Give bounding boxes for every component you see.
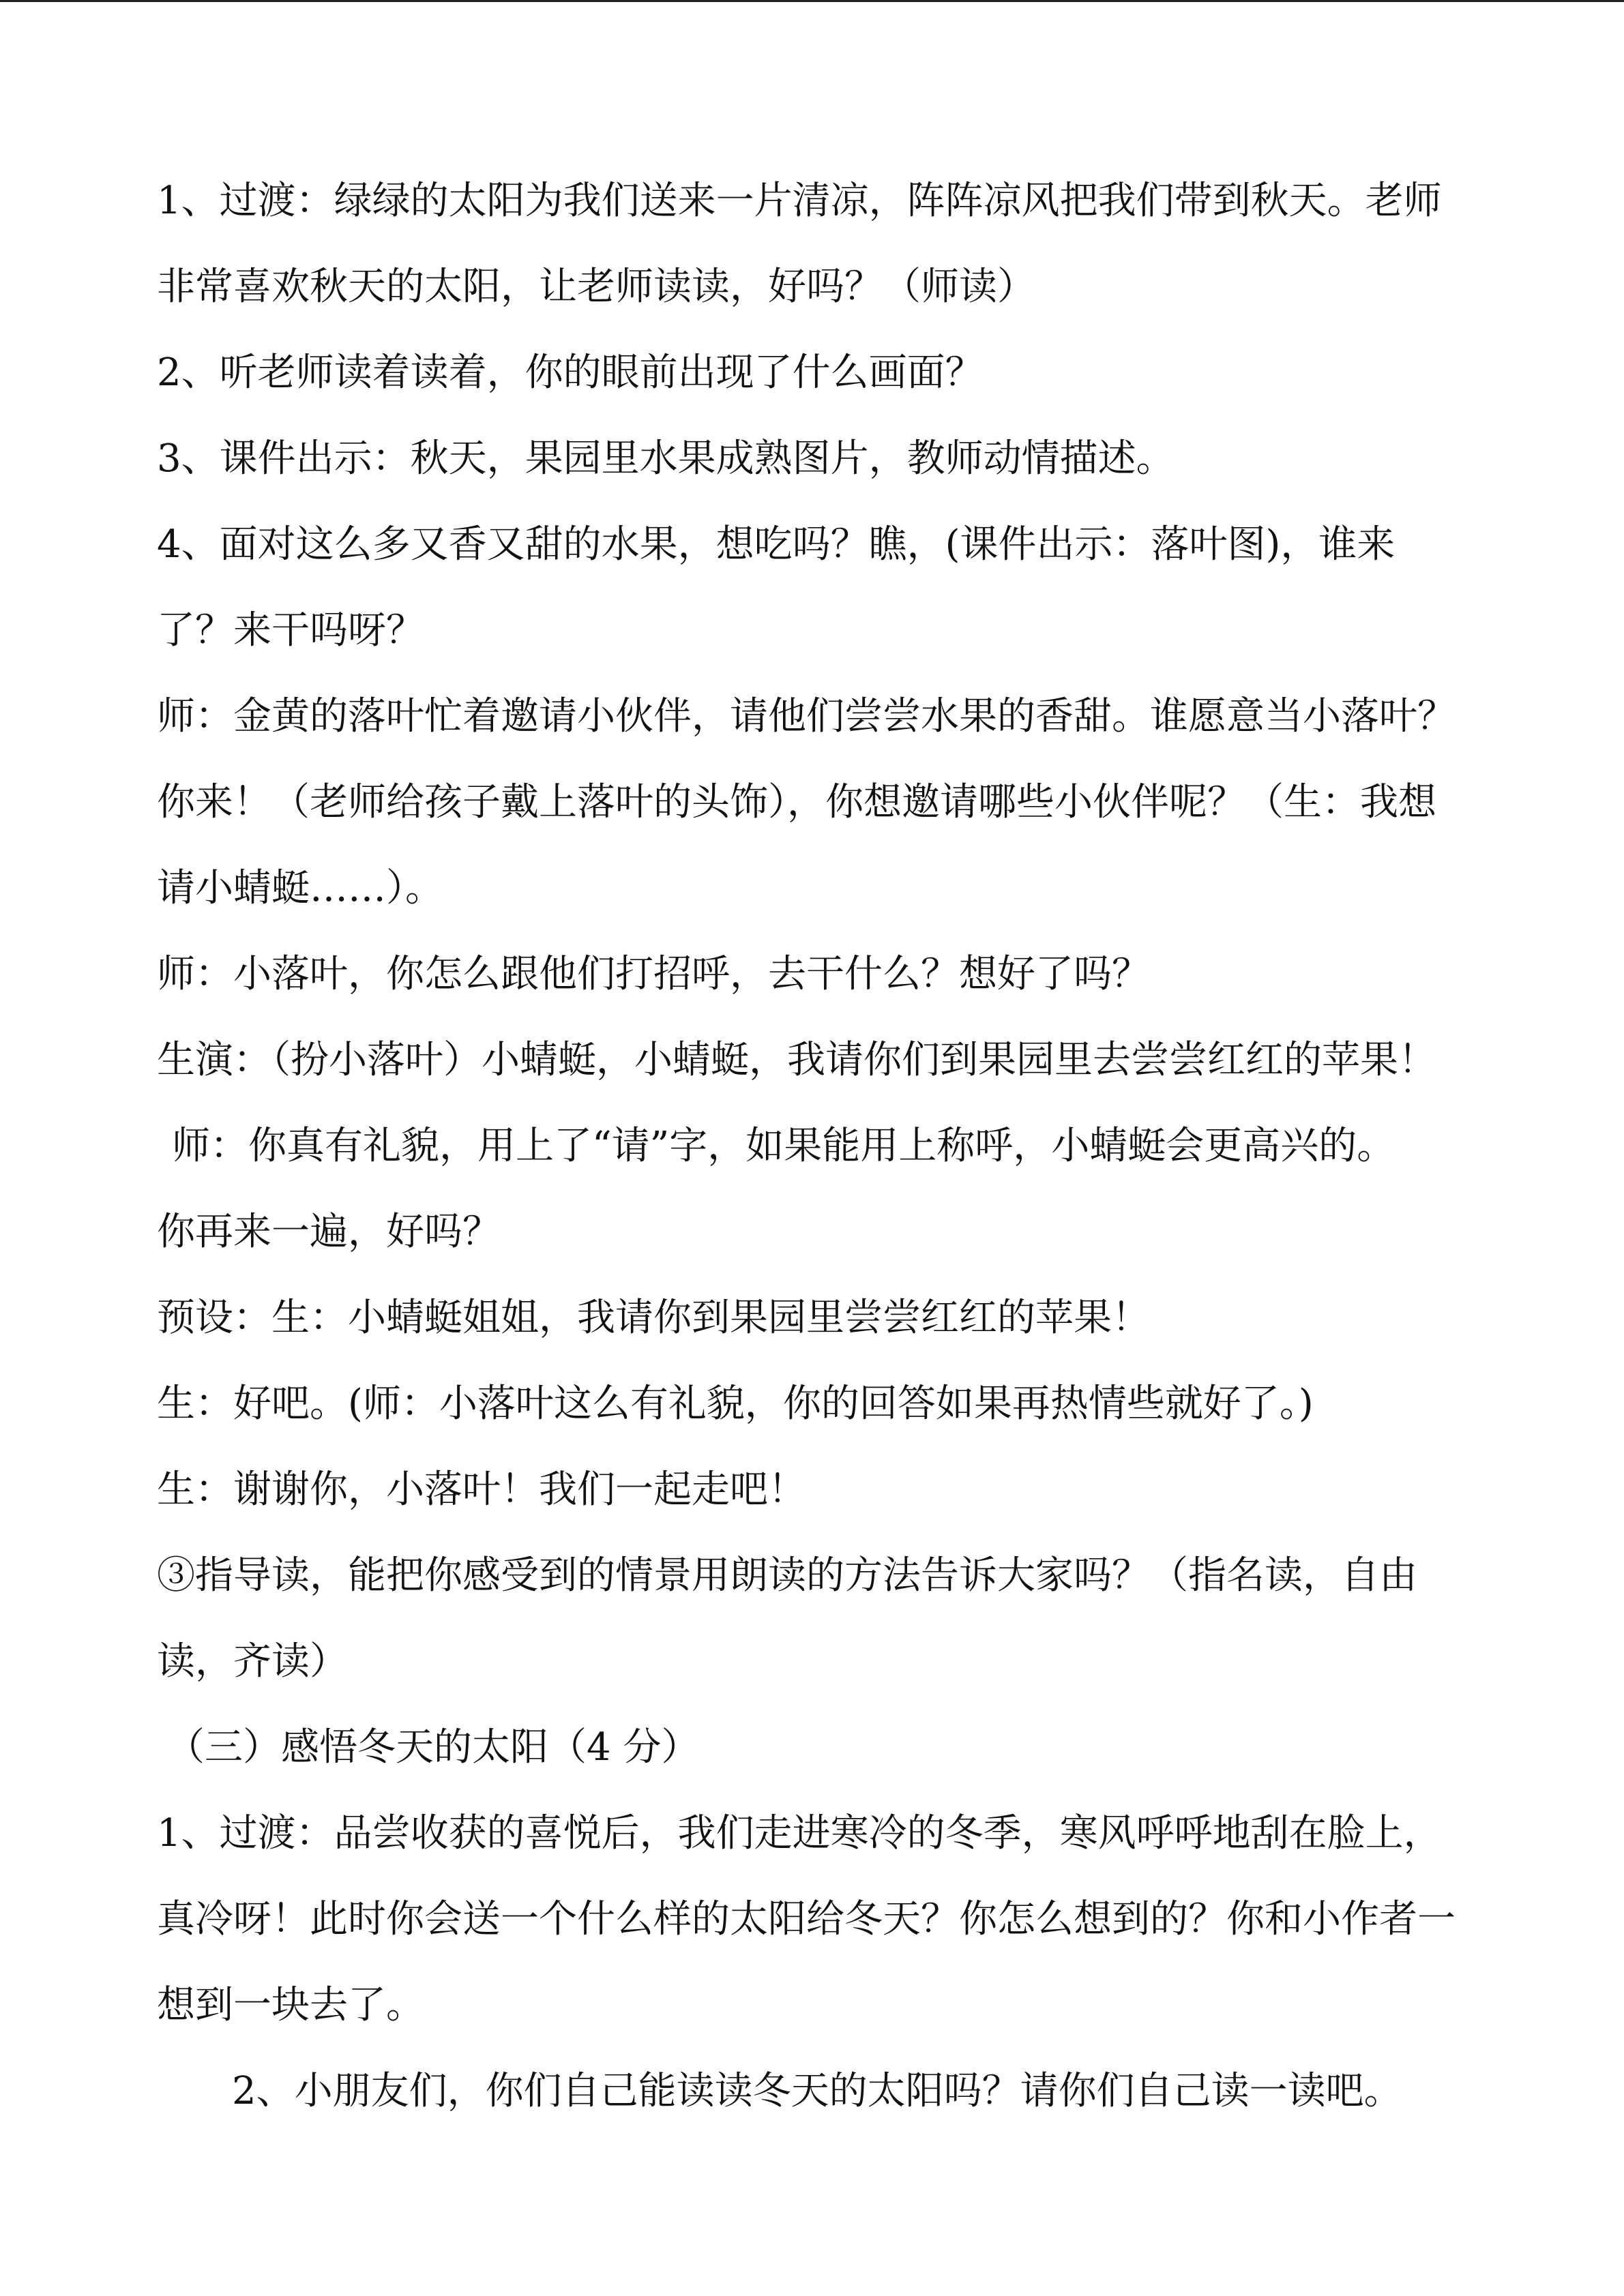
- text-line-15: 生：好吧。(师：小落叶这么有礼貌，你的回答如果再热情些就好了。): [157, 1382, 1314, 1426]
- text-line-10: 师：小落叶，你怎么跟他们打招呼，去干什么？想好了吗？: [157, 952, 1150, 996]
- text-line-12: 师：你真有礼貌，用上了“请”字，如果能用上称呼，小蜻蜓会更高兴的。: [172, 1124, 1396, 1168]
- text-line-5: 4、面对这么多又香又甜的水果，想吃吗？瞧，(课件出示：落叶图)，谁来: [157, 522, 1396, 567]
- text-line-22: 想到一块去了。: [157, 1983, 424, 2027]
- text-line-9: 请小蜻蜓……）。: [157, 866, 443, 910]
- text-line-6: 了？来干吗呀？: [157, 608, 424, 653]
- text-line-7: 师：金黄的落叶忙着邀请小伙伴，请他们尝尝水果的香甜。谁愿意当小落叶？: [157, 694, 1456, 739]
- text-line-8: 你来！（老师给孩子戴上落叶的头饰），你想邀请哪些小伙伴呢？（生：我想: [157, 780, 1436, 824]
- text-line-17: ③指导读，能把你感受到的情景用朗读的方法告诉大家吗？（指名读，自由: [157, 1553, 1417, 1598]
- text-line-23: 2、小朋友们，你们自己能读读冬天的太阳吗？请你们自己读一读吧。: [232, 2069, 1402, 2113]
- text-line-21: 真冷呀！此时你会送一个什么样的太阳给冬天？你怎么想到的？你和小作者一: [157, 1897, 1456, 1941]
- text-line-4: 3、课件出示：秋天，果园里水果成熟图片，教师动情描述。: [157, 436, 1175, 481]
- section-heading: （三）感悟冬天的太阳（4 分）: [166, 1725, 700, 1770]
- text-line-3: 2、听老师读着读着，你的眼前出现了什么画面？: [157, 351, 984, 395]
- document-body: [157, 158, 1494, 2134]
- text-line-11: 生演：（扮小落叶）小蜻蜓，小蜻蜓，我请你们到果园里去尝尝红红的苹果！: [157, 1038, 1436, 1082]
- text-line-18: 读，齐读）: [157, 1639, 348, 1684]
- text-line-13: 你再来一遍，好吗？: [157, 1210, 501, 1254]
- text-line-2: 非常喜欢秋天的太阳，让老师读读，好吗？（师读）: [157, 265, 1035, 309]
- top-border-line: [0, 0, 1624, 2]
- text-line-1: 1、过渡：绿绿的太阳为我们送来一片清凉，阵阵凉风把我们带到秋天。老师: [157, 179, 1442, 223]
- text-line-14: 预设：生：小蜻蜓姐姐，我请你到果园里尝尝红红的苹果！: [157, 1296, 1150, 1340]
- text-line-16: 生：谢谢你，小落叶！我们一起走吧！: [157, 1467, 806, 1512]
- text-line-20: 1、过渡：品尝收获的喜悦后，我们走进寒冷的冬季，寒风呼呼地刮在脸上，: [157, 1811, 1442, 1855]
